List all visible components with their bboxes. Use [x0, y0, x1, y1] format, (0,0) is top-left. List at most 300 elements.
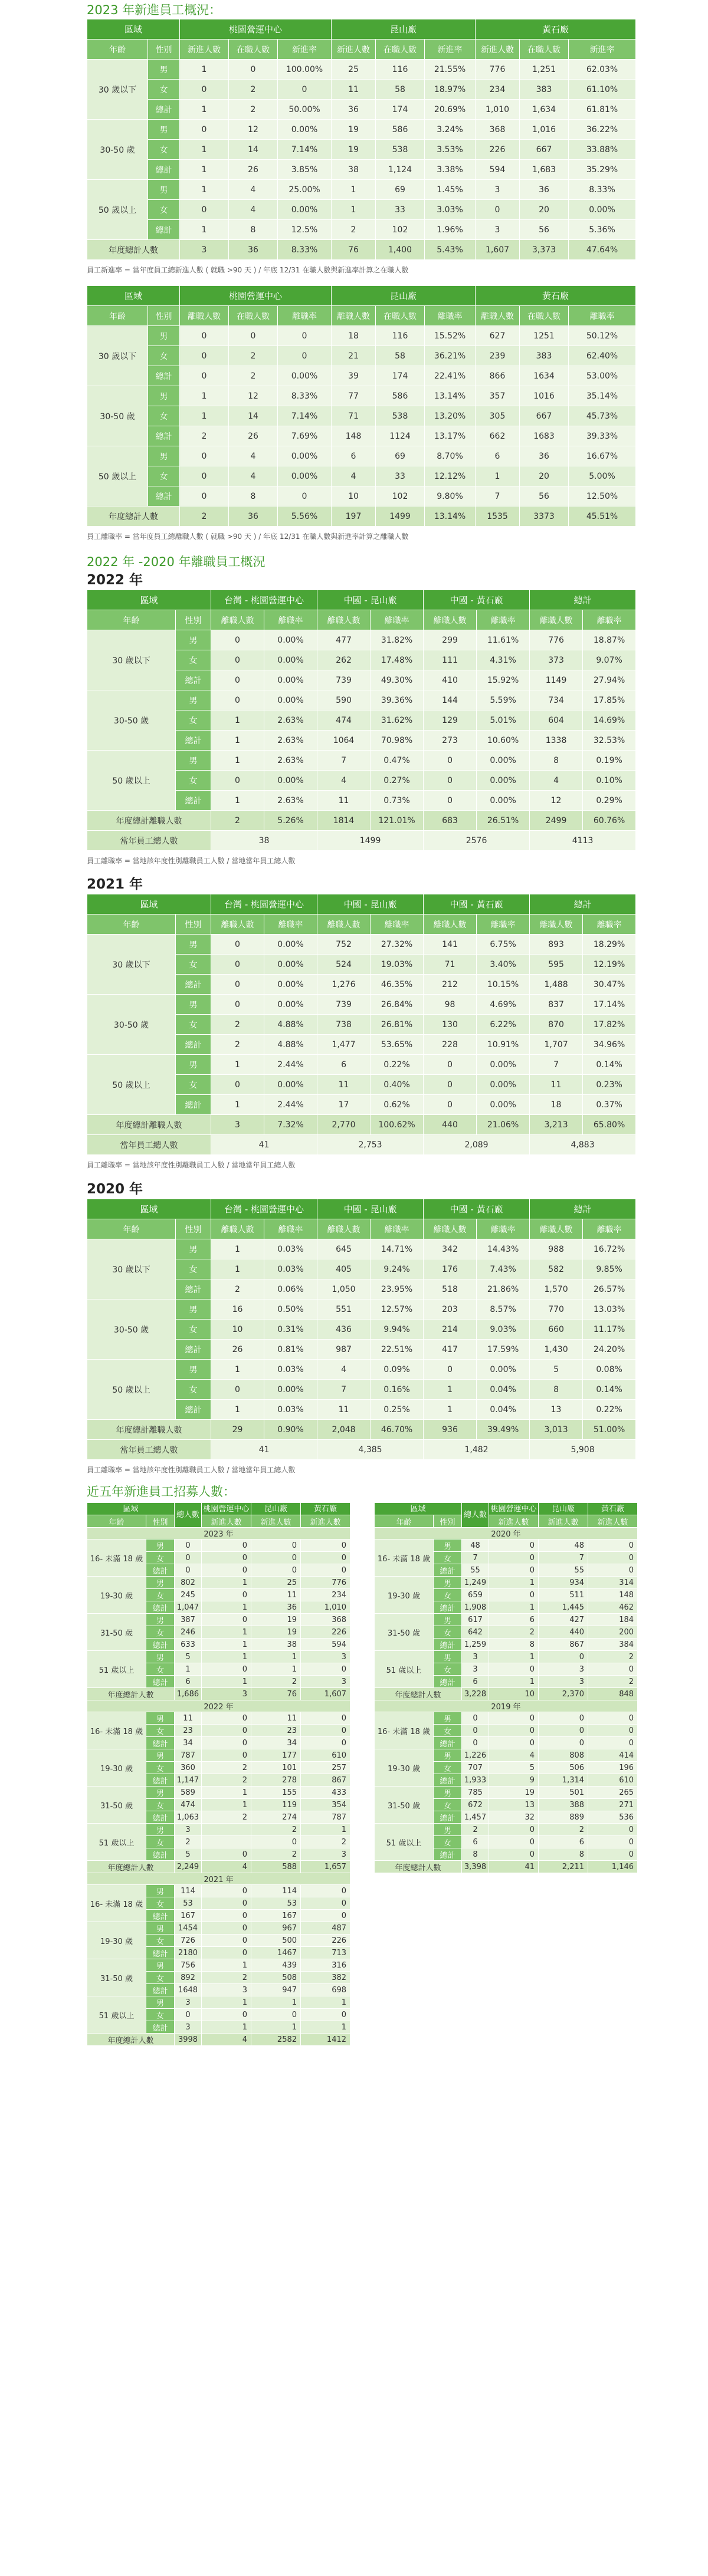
data-cell: 1 [211, 731, 264, 751]
year-row [375, 1528, 638, 1539]
data-cell: 4 [332, 466, 376, 486]
total-cell: 5.56% [278, 506, 332, 527]
data-cell: 22.41% [425, 366, 476, 386]
year-row [87, 1873, 350, 1885]
data-cell: 0 [202, 1885, 251, 1897]
table-row [87, 180, 636, 200]
column-header: 在職人數 [376, 40, 425, 60]
age-group-label: 19-30 歲 [375, 1577, 434, 1614]
data-cell: 1 [476, 466, 520, 486]
data-cell: 0.14% [583, 1055, 636, 1075]
total-cell: 3,213 [530, 1115, 583, 1135]
data-cell: 0 [211, 650, 264, 670]
data-cell: 662 [476, 426, 520, 446]
data-cell: 15.52% [425, 326, 476, 346]
data-cell: 0.03% [264, 1360, 317, 1380]
column-header: 離職率 [278, 306, 332, 326]
data-cell: 594 [301, 1639, 350, 1651]
total-label: 年度總計人數 [375, 1861, 462, 1873]
data-cell: 234 [301, 1589, 350, 1601]
data-cell: 13.17% [425, 426, 476, 446]
age-group-label: 31-50 歲 [375, 1787, 434, 1824]
data-cell: 39.36% [371, 690, 424, 710]
data-cell: 0 [588, 1824, 638, 1836]
data-cell: 3 [539, 1663, 588, 1676]
data-cell: 3.38% [425, 160, 476, 180]
region-header: 區域 [87, 1503, 175, 1515]
data-cell: 167 [251, 1910, 301, 1922]
age-group-label: 30-50 歲 [87, 386, 148, 446]
data-cell: 866 [476, 366, 520, 386]
gender-header: 性別 [148, 40, 180, 60]
data-cell: 0 [251, 1552, 301, 1564]
recruit-right-column [374, 1502, 637, 1873]
data-cell: 0 [202, 1564, 251, 1577]
data-cell: 0 [229, 326, 278, 346]
data-cell: 384 [588, 1639, 638, 1651]
data-cell: 785 [462, 1787, 489, 1799]
gender-cell: 男 [148, 180, 180, 200]
gender-cell: 男 [146, 1749, 175, 1762]
total-row [87, 240, 636, 260]
gender-cell: 女 [146, 1552, 175, 1564]
site-header: 總計 [530, 894, 636, 914]
gender-cell: 總計 [146, 1811, 175, 1824]
data-cell: 10 [332, 486, 376, 506]
table-row [375, 1614, 638, 1626]
data-cell: 1 [211, 751, 264, 771]
data-cell: 3.40% [477, 955, 530, 975]
gender-cell: 總計 [146, 1737, 175, 1749]
leavers-2023-section [87, 285, 635, 542]
gender-cell: 女 [176, 1015, 211, 1035]
data-cell: 627 [476, 326, 520, 346]
table-row [87, 690, 636, 710]
age-header: 年齡 [87, 1219, 176, 1239]
table-row [87, 1239, 636, 1259]
table-row [87, 1577, 350, 1589]
data-cell: 20 [520, 200, 569, 220]
data-cell: 0.16% [371, 1380, 424, 1400]
data-cell: 17.59% [477, 1340, 530, 1360]
data-cell: 1251 [520, 326, 569, 346]
data-cell: 7 [317, 751, 371, 771]
data-cell: 33.88% [569, 140, 636, 160]
data-cell: 4 [229, 180, 278, 200]
data-cell: 9.94% [371, 1320, 424, 1340]
gender-cell: 總計 [146, 1676, 175, 1688]
data-cell: 10 [211, 1320, 264, 1340]
year-label: 2023 年 [87, 1528, 350, 1539]
staff-cell: 4,883 [530, 1135, 636, 1155]
data-cell: 440 [539, 1626, 588, 1639]
data-cell: 23 [175, 1725, 202, 1737]
gender-cell: 男 [176, 1239, 211, 1259]
data-cell: 0 [278, 346, 332, 366]
data-cell: 212 [424, 975, 477, 995]
data-cell: 0.73% [371, 791, 424, 811]
total-cell: 10 [489, 1688, 539, 1700]
data-cell: 0 [489, 1564, 539, 1577]
table-row [87, 80, 636, 100]
data-cell: 274 [251, 1811, 301, 1824]
data-cell: 713 [301, 1947, 350, 1959]
gender-cell: 總計 [146, 1984, 175, 1996]
gender-cell: 男 [434, 1539, 462, 1552]
data-cell: 100.00% [278, 60, 332, 80]
data-cell: 1,010 [301, 1601, 350, 1614]
data-cell: 129 [424, 710, 477, 731]
data-cell: 278 [251, 1774, 301, 1787]
column-header: 離職率 [264, 610, 317, 630]
total-cell: 3,228 [462, 1688, 489, 1700]
data-cell: 0.00% [278, 466, 332, 486]
data-cell: 0 [211, 690, 264, 710]
data-cell: 738 [317, 1015, 371, 1035]
gender-cell: 總計 [176, 791, 211, 811]
gender-header: 性別 [146, 1515, 175, 1528]
data-cell: 71 [424, 955, 477, 975]
data-cell: 5.36% [569, 220, 636, 240]
data-cell: 0 [175, 2009, 202, 2021]
data-cell: 21.55% [425, 60, 476, 80]
table-row [87, 1959, 350, 1972]
gender-cell: 男 [146, 1959, 175, 1972]
column-header: 在職人數 [376, 306, 425, 326]
data-cell: 11.17% [583, 1320, 636, 1340]
data-cell: 1338 [530, 731, 583, 751]
data-cell: 1,259 [462, 1639, 489, 1651]
data-cell: 0.00% [278, 366, 332, 386]
data-cell: 12.5% [278, 220, 332, 240]
data-cell: 1 [202, 1626, 251, 1639]
data-cell: 0 [202, 1922, 251, 1935]
total-cell: 36 [229, 506, 278, 527]
data-cell: 1124 [376, 426, 425, 446]
age-group-label: 30-50 歲 [87, 995, 176, 1055]
data-cell: 382 [301, 1972, 350, 1984]
gender-cell: 總計 [148, 100, 180, 120]
age-group-label: 30-50 歲 [87, 120, 148, 180]
data-cell: 32.53% [583, 731, 636, 751]
age-group-label: 51 歲以上 [375, 1651, 434, 1688]
data-cell: 870 [530, 1015, 583, 1035]
total-cell: 3373 [520, 506, 569, 527]
data-cell: 0.25% [371, 1400, 424, 1420]
data-cell: 388 [539, 1799, 588, 1811]
data-cell: 0.06% [264, 1279, 317, 1299]
data-cell: 0 [202, 1725, 251, 1737]
data-cell: 1,047 [175, 1601, 202, 1614]
data-cell: 48 [539, 1539, 588, 1552]
total-cell: 2,370 [539, 1688, 588, 1700]
site-header: 中國 - 黃石廠 [424, 1199, 530, 1219]
data-cell: 1 [211, 791, 264, 811]
data-cell: 368 [301, 1614, 350, 1626]
data-cell: 0 [301, 1897, 350, 1910]
staff-cell: 41 [211, 1135, 317, 1155]
data-cell: 16.67% [569, 446, 636, 466]
gender-cell: 總計 [434, 1676, 462, 1688]
data-cell: 1,251 [520, 60, 569, 80]
column-header: 新進率 [278, 40, 332, 60]
data-cell: 1,226 [462, 1749, 489, 1762]
data-cell: 439 [251, 1959, 301, 1972]
data-cell: 70.98% [371, 731, 424, 751]
data-cell: 2.63% [264, 791, 317, 811]
data-cell: 0.14% [583, 1380, 636, 1400]
data-cell: 414 [588, 1749, 638, 1762]
data-cell: 3.24% [425, 120, 476, 140]
data-cell: 114 [251, 1885, 301, 1897]
data-cell: 27.94% [583, 670, 636, 690]
gender-cell: 總計 [146, 2021, 175, 2034]
data-cell: 1,908 [462, 1601, 489, 1614]
data-cell: 0.22% [371, 1055, 424, 1075]
data-cell: 734 [530, 690, 583, 710]
total-cell: 46.70% [371, 1420, 424, 1440]
age-header: 年齡 [87, 1515, 146, 1528]
data-cell: 988 [530, 1239, 583, 1259]
data-cell: 0 [180, 486, 229, 506]
data-cell: 2 [462, 1824, 489, 1836]
data-cell: 0.00% [477, 771, 530, 791]
gender-cell: 男 [176, 1299, 211, 1320]
data-cell: 2 [251, 1676, 301, 1688]
data-cell: 8.70% [425, 446, 476, 466]
data-cell: 0 [424, 791, 477, 811]
gender-cell: 男 [146, 1996, 175, 2009]
table-row [87, 1614, 350, 1626]
data-cell: 14.43% [477, 1239, 530, 1259]
total-cell: 936 [424, 1420, 477, 1440]
data-cell: 214 [424, 1320, 477, 1340]
recruit-left-column [87, 1502, 350, 2046]
gender-cell: 女 [176, 1380, 211, 1400]
data-cell: 1 [202, 1639, 251, 1651]
total-header: 總人數 [462, 1503, 489, 1528]
data-cell: 101 [251, 1762, 301, 1774]
table-row [87, 1824, 350, 1836]
data-cell: 0 [489, 1539, 539, 1552]
total-cell: 3,398 [462, 1861, 489, 1873]
table-row [87, 1787, 350, 1799]
data-cell: 0 [588, 1712, 638, 1725]
age-group-label: 16- 未滿 18 歲 [87, 1539, 146, 1577]
data-cell: 0 [211, 955, 264, 975]
leavers-2023-note: 員工離職率 = 當年度員工總離職人數 ( 就職 >90 天 ) / 年底 12/31 在職人數與新進率計算之離職人數 [87, 532, 409, 541]
gender-cell: 男 [148, 326, 180, 346]
data-cell: 867 [539, 1639, 588, 1651]
site-header: 桃園營運中心 [180, 286, 332, 306]
data-cell: 111 [424, 650, 477, 670]
site-header: 桃園營運中心 [202, 1503, 251, 1515]
gender-cell: 女 [146, 1725, 175, 1737]
gender-cell: 女 [146, 1935, 175, 1947]
data-cell: 867 [301, 1774, 350, 1787]
data-cell: 2 [489, 1626, 539, 1639]
data-cell: 10.15% [477, 975, 530, 995]
data-cell: 12.19% [583, 955, 636, 975]
data-cell: 12 [229, 386, 278, 406]
data-cell: 1 [211, 1055, 264, 1075]
data-cell: 4 [530, 771, 583, 791]
data-cell: 837 [530, 995, 583, 1015]
data-cell: 18 [332, 326, 376, 346]
data-cell: 34 [175, 1737, 202, 1749]
total-cell: 76 [251, 1688, 301, 1700]
data-cell: 0 [588, 1737, 638, 1749]
total-cell: 1,607 [301, 1688, 350, 1700]
total-label: 年度總計人數 [87, 506, 180, 527]
staff-label: 當年員工總人數 [87, 1440, 211, 1460]
table-row [375, 1539, 638, 1552]
data-cell: 265 [588, 1787, 638, 1799]
data-cell: 4 [317, 1360, 371, 1380]
total-label: 年度總計人數 [87, 2034, 175, 2046]
data-cell: 0 [202, 1947, 251, 1959]
data-cell: 0 [251, 1539, 301, 1552]
data-cell: 305 [476, 406, 520, 426]
data-cell: 299 [424, 630, 477, 650]
data-cell: 0 [424, 1075, 477, 1095]
age-group-label: 16- 未滿 18 歲 [87, 1885, 146, 1922]
data-cell: 1 [251, 1651, 301, 1663]
table-row [375, 1712, 638, 1725]
data-cell: 436 [317, 1320, 371, 1340]
data-cell: 373 [530, 650, 583, 670]
data-cell: 551 [317, 1299, 371, 1320]
data-cell: 11 [251, 1589, 301, 1601]
data-cell: 1,933 [462, 1774, 489, 1787]
gender-cell: 女 [146, 1589, 175, 1601]
data-cell: 3 [476, 180, 520, 200]
table-row [87, 1651, 350, 1663]
data-cell: 776 [301, 1577, 350, 1589]
site-header: 黃石廠 [301, 1503, 350, 1515]
data-cell: 1 [202, 1601, 251, 1614]
total-cell: 2 [180, 506, 229, 527]
data-cell: 1 [202, 1577, 251, 1589]
data-cell: 36 [332, 100, 376, 120]
data-cell: 0 [301, 1737, 350, 1749]
site-header: 黃石廠 [476, 19, 636, 40]
gender-cell: 總計 [434, 1639, 462, 1651]
data-cell: 770 [530, 1299, 583, 1320]
site-header: 昆山廠 [332, 19, 476, 40]
data-cell: 645 [317, 1239, 371, 1259]
data-cell: 32 [489, 1811, 539, 1824]
total-header: 總人數 [175, 1503, 202, 1528]
data-cell: 6 [462, 1836, 489, 1848]
data-cell: 1 [180, 160, 229, 180]
staff-cell: 1,482 [424, 1440, 530, 1460]
data-cell: 1 [489, 1676, 539, 1688]
data-cell: 0 [301, 1910, 350, 1922]
data-cell: 53 [175, 1897, 202, 1910]
data-cell: 3 [462, 1663, 489, 1676]
data-cell: 354 [301, 1799, 350, 1811]
data-cell: 13 [530, 1400, 583, 1420]
column-header: 新進人數 [180, 40, 229, 60]
gender-cell: 男 [146, 1787, 175, 1799]
data-cell: 0 [588, 1848, 638, 1861]
data-cell: 1,276 [317, 975, 371, 995]
data-cell: 1 [175, 1663, 202, 1676]
data-cell: 46.35% [371, 975, 424, 995]
age-group-label: 30 歲以下 [87, 326, 148, 386]
data-cell: 405 [317, 1259, 371, 1279]
year-label: 2022 年 [87, 1700, 350, 1712]
data-cell: 6 [476, 446, 520, 466]
gender-cell: 女 [434, 1725, 462, 1737]
data-cell: 56 [520, 486, 569, 506]
gender-cell: 男 [146, 1922, 175, 1935]
data-cell: 1016 [520, 386, 569, 406]
data-cell: 0 [175, 1552, 202, 1564]
data-cell: 0 [301, 1564, 350, 1577]
total-cell: 29 [211, 1420, 264, 1440]
year-row [87, 1700, 350, 1712]
data-cell: 16.72% [583, 1239, 636, 1259]
data-cell: 1,063 [175, 1811, 202, 1824]
staff-row [87, 831, 636, 851]
data-cell: 10.91% [477, 1035, 530, 1055]
data-cell: 1,634 [520, 100, 569, 120]
leavers-2022-note: 員工離職率 = 當地該年度性別離職員工人數 / 當地當年員工總人數 [87, 857, 296, 865]
data-cell: 0 [211, 935, 264, 955]
gender-cell: 女 [146, 1972, 175, 1984]
data-cell: 538 [376, 406, 425, 426]
gender-cell: 男 [146, 1577, 175, 1589]
data-cell: 23 [251, 1725, 301, 1737]
site-header: 中國 - 昆山廠 [317, 1199, 424, 1219]
data-cell: 22.51% [371, 1340, 424, 1360]
table-row [87, 100, 636, 120]
data-cell: 387 [175, 1614, 202, 1626]
gender-cell: 總計 [434, 1601, 462, 1614]
gender-header: 性別 [176, 1219, 211, 1239]
data-cell: 25 [251, 1577, 301, 1589]
data-cell: 787 [301, 1811, 350, 1824]
age-group-label: 31-50 歲 [87, 1614, 146, 1651]
data-cell: 12 [530, 791, 583, 811]
data-cell: 2 [332, 220, 376, 240]
total-label: 年度總計離職人數 [87, 811, 211, 831]
data-cell: 19 [332, 120, 376, 140]
column-header: 離職率 [477, 914, 530, 935]
data-cell: 776 [530, 630, 583, 650]
staff-cell: 5,908 [530, 1440, 636, 1460]
data-cell: 26.81% [371, 1015, 424, 1035]
data-cell: 2 [251, 1848, 301, 1861]
data-cell: 2 [588, 1676, 638, 1688]
gender-cell: 女 [176, 1075, 211, 1095]
total-cell: 3998 [175, 2034, 202, 2046]
total-cell: 47.64% [569, 240, 636, 260]
data-cell: 0 [202, 1589, 251, 1601]
data-cell: 0.00% [477, 1095, 530, 1115]
data-cell: 726 [175, 1935, 202, 1947]
data-cell: 5 [530, 1360, 583, 1380]
data-cell: 2 [211, 1279, 264, 1299]
data-cell: 0 [251, 1836, 301, 1848]
gender-cell: 男 [146, 1614, 175, 1626]
data-cell: 9.03% [477, 1320, 530, 1340]
data-cell: 61.81% [569, 100, 636, 120]
data-cell: 26.57% [583, 1279, 636, 1299]
data-cell: 5 [175, 1651, 202, 1663]
